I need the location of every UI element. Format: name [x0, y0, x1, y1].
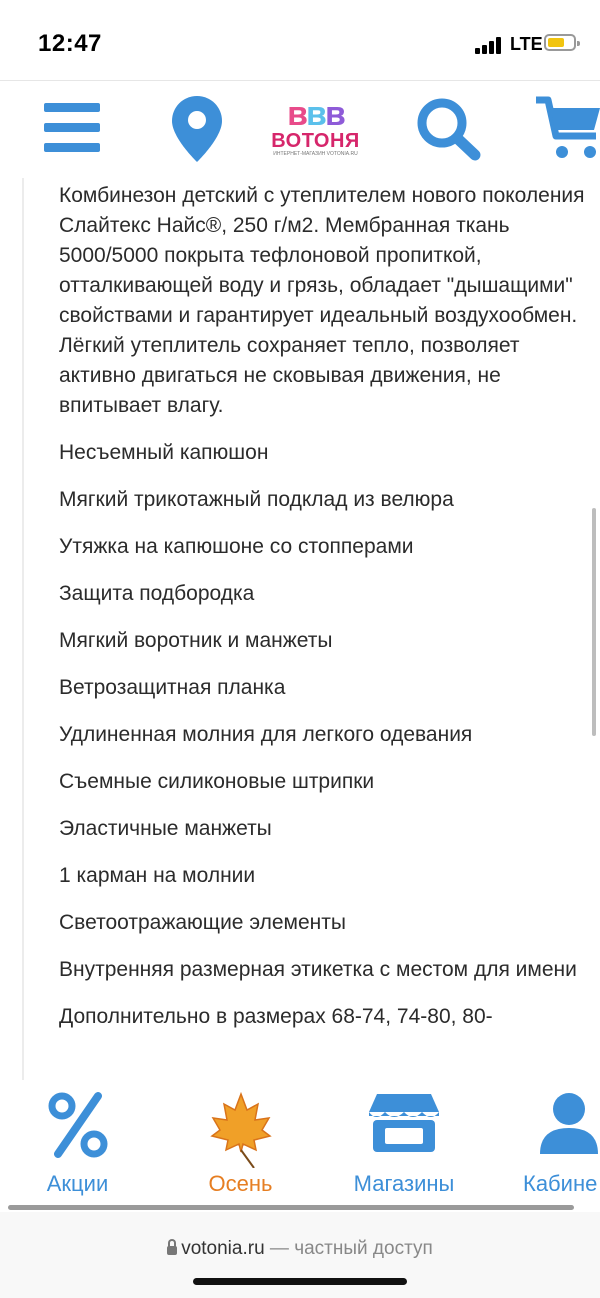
feature-item: Съемные силиконовые штрипки — [59, 770, 375, 793]
feature-item: Мягкий воротник и манжеты — [59, 629, 333, 652]
content-divider — [22, 178, 24, 1080]
feature-item: Внутренняя размерная этикетка с местом для имени — [59, 958, 577, 981]
browser-url-bar[interactable] — [0, 1212, 600, 1298]
product-description — [0, 178, 600, 1080]
nav-label-autumn: Осень — [208, 1171, 273, 1196]
feature-item: Эластичные манжеты — [59, 817, 272, 840]
nav-label-stores: Магазины — [353, 1171, 455, 1196]
app-header — [0, 80, 600, 179]
feature-item: 1 карман на молнии — [59, 864, 256, 887]
status-bar — [0, 0, 600, 80]
url-display[interactable] — [0, 1238, 600, 1260]
nav-label-promotions: Акции — [46, 1171, 109, 1196]
private-mode-label: — частный доступ — [264, 1238, 433, 1259]
description-paragraph: Комбинезон детский с утеплителем нового поколения Слайтекс Найс®, 250 г/м2. Мембранная ткань 5000/5000 покрыта тефлоновой пропиткой, отталкивающей воду и грязь, обладает "дышащими" свойствами и гарантирует идеальный воздухообмен. Лёгкий утеплитель сохраняет тепло, позволяет активно двигаться не сковывая движения, не впитывает влагу. — [59, 184, 585, 417]
feature-item: Мягкий трикотажный подклад из велюра — [59, 488, 454, 511]
bottom-nav — [0, 1080, 600, 1202]
logo-brand: ВОТОНЯ — [271, 130, 360, 152]
battery-icon — [544, 34, 576, 51]
feature-item: Несъемный капюшон — [59, 441, 269, 464]
url-domain: votonia.ru — [181, 1238, 265, 1259]
location-pin-icon[interactable] — [172, 96, 222, 162]
nav-item-account[interactable] — [520, 1080, 600, 1202]
lock-icon — [167, 1246, 177, 1255]
nav-item-autumn[interactable] — [183, 1080, 298, 1202]
search-icon[interactable] — [416, 97, 482, 161]
feature-list — [59, 438, 589, 1032]
percent-icon — [48, 1092, 108, 1158]
logo-mark-icon: ʙʙʙ — [287, 95, 344, 133]
home-indicator[interactable] — [193, 1278, 407, 1285]
horizontal-scrollbar[interactable] — [8, 1205, 574, 1210]
feature-item: Удлиненная молния для легкого одевания — [59, 723, 473, 746]
feature-item: Ветрозащитная планка — [59, 676, 286, 699]
network-type: LTE — [510, 34, 543, 54]
nav-item-promotions[interactable] — [20, 1080, 135, 1202]
cart-icon[interactable] — [536, 96, 600, 162]
store-icon — [367, 1092, 441, 1154]
nav-item-stores[interactable] — [348, 1080, 460, 1202]
maple-leaf-icon — [210, 1092, 272, 1168]
description-text-block — [59, 178, 589, 1032]
feature-item: Светоотражающие элементы — [59, 911, 346, 934]
nav-label-account: Кабине — [523, 1171, 598, 1196]
feature-item: Утяжка на капюшоне со стопперами — [59, 535, 414, 558]
site-logo[interactable] — [268, 97, 363, 165]
feature-item: Дополнительно в размерах 68-74, 74-80, 80- — [59, 1005, 493, 1028]
vertical-scrollbar[interactable] — [592, 508, 596, 736]
signal-icon — [475, 36, 505, 54]
feature-item: Защита подбородка — [59, 582, 255, 605]
user-icon — [540, 1092, 598, 1154]
status-time: 12:47 — [38, 30, 102, 57]
logo-tagline: ИНТЕРНЕТ-МАГАЗИН VOTONIA.RU — [273, 151, 358, 157]
menu-icon[interactable] — [44, 103, 100, 153]
